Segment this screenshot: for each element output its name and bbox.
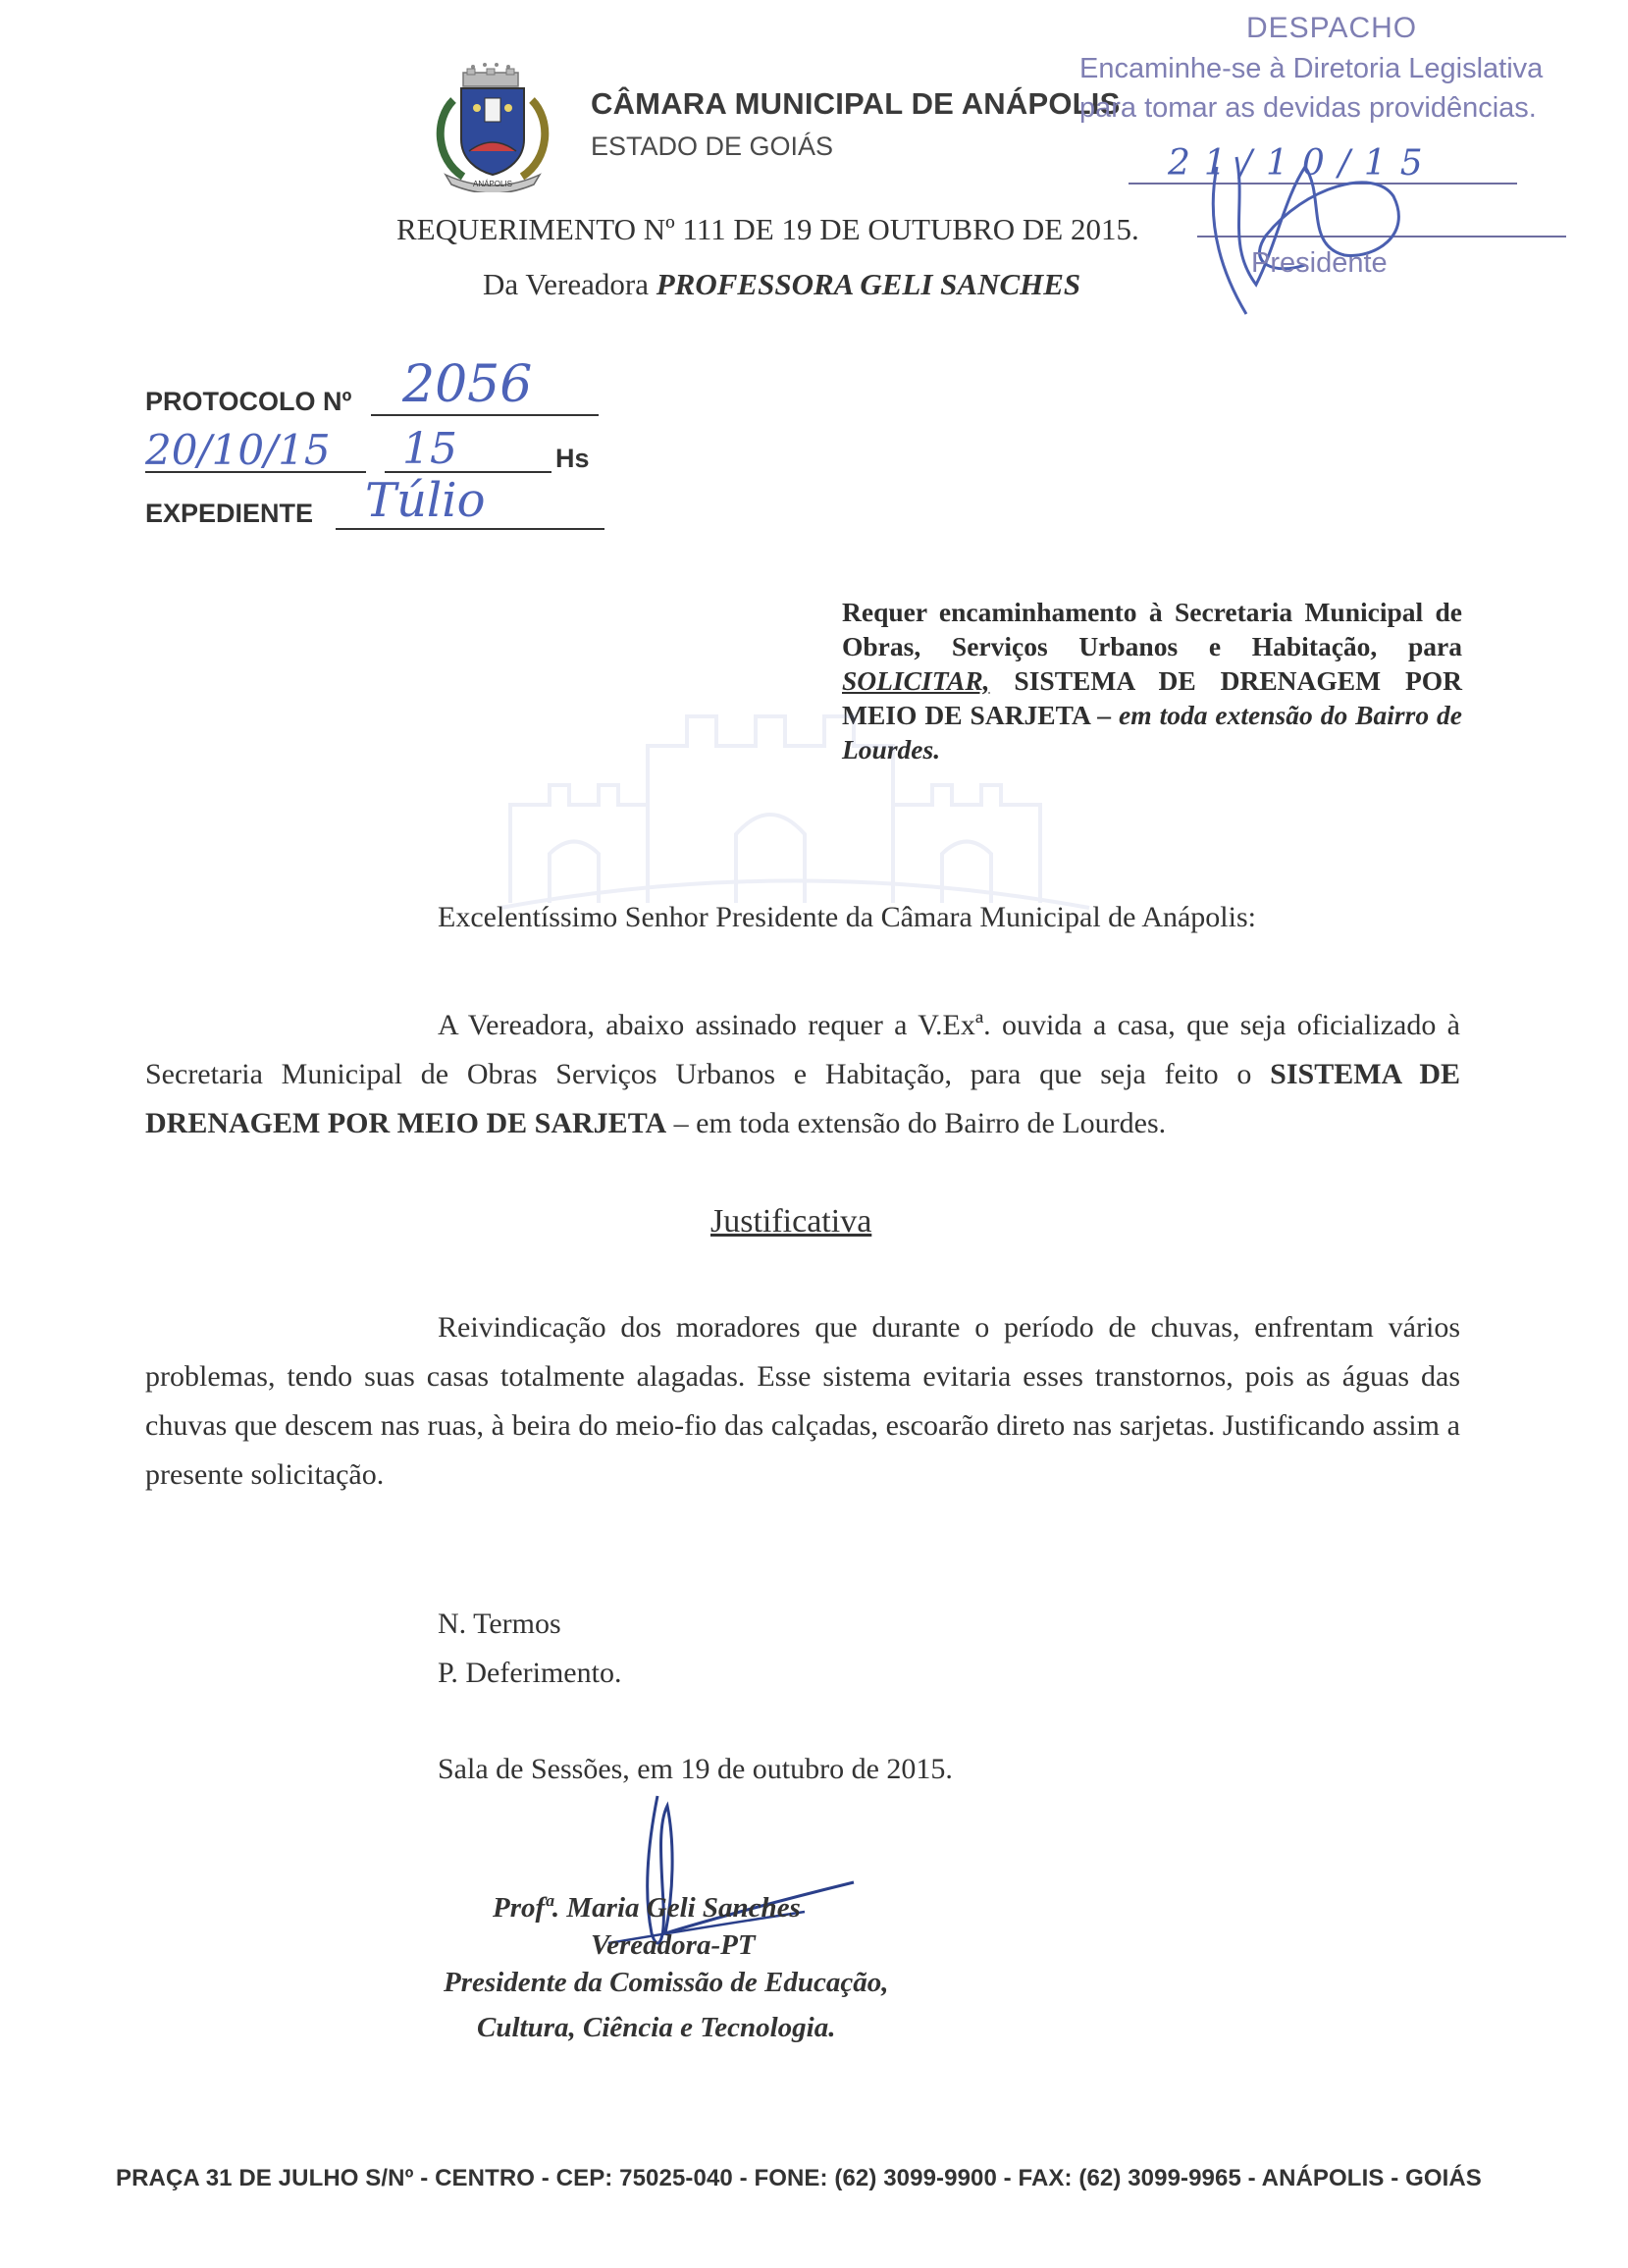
salutation: Excelentíssimo Senhor Presidente da Câmara Municipal de Anápolis:	[438, 901, 1256, 933]
stamp-title: DESPACHO	[1246, 12, 1418, 44]
despacho-stamp	[1079, 8, 1619, 332]
author-name: PROFESSORA GELI SANCHES	[656, 267, 1081, 301]
ementa-verb: SOLICITAR,	[842, 665, 990, 696]
protocol-date-line	[145, 471, 366, 473]
expediente-label: EXPEDIENTE	[145, 499, 314, 528]
svg-text:21/10/15: 21/10/15	[1168, 143, 1437, 184]
protocol-hour-handwritten: 15	[402, 424, 457, 474]
expediente-handwritten: Túlio	[365, 473, 486, 528]
footer-address: PRAÇA 31 DE JULHO S/Nº - CENTRO - CEP: 75025-040 - FONE: (62) 3099-9900 - FAX: (62) 3099-9965 - ANÁPOLIS - GOIÁS	[116, 2165, 1482, 2191]
place-and-date: Sala de Sessões, em 19 de outubro de 2015.	[438, 1753, 953, 1785]
municipal-crest-logo	[424, 61, 561, 192]
protocol-hour-suffix: Hs	[555, 444, 590, 473]
requerimento-title: REQUERIMENTO Nº 111 DE 19 DE OUTUBRO DE 2015.	[396, 212, 1139, 246]
requerimento-author: Da Vereadora PROFESSORA GELI SANCHES	[483, 267, 1081, 301]
signer-position-line-2: Cultura, Ciência e Tecnologia.	[477, 2012, 836, 2043]
organization-subtitle: ESTADO DE GOIÁS	[591, 132, 834, 161]
justification-paragraph: Reivindicação dos moradores que durante o período de chuvas, enfrentam vários problemas, tendo suas casas totalmente alagadas. Esse sistema evitaria esses transtornos, pois as águas das chuvas que descem nas ruas, à beira do meio-fio das calçadas, escoarão direto nas sarjetas. Justificando assim a presente solicitação.	[145, 1311, 1460, 1491]
castle-watermark	[491, 687, 1099, 913]
ementa-scope: em toda extensão do Bairro de Lourdes.	[842, 700, 1462, 765]
stamp-president-label: Presidente	[1251, 247, 1388, 279]
protocol-number-line	[371, 414, 599, 416]
protocol-number-label: PROTOCOLO Nº	[145, 387, 352, 416]
closing-terms: N. Termos	[438, 1608, 561, 1640]
closing-deferment: P. Deferimento.	[438, 1657, 622, 1689]
signer-role: Vereadora-PT	[591, 1929, 756, 1961]
signer-position-line-1: Presidente da Comissão de Educação,	[444, 1967, 889, 1998]
president-signature-scribble	[1187, 128, 1443, 334]
protocol-date-handwritten: 20/10/15	[145, 426, 331, 474]
organization-title: CÂMARA MUNICIPAL DE ANÁPOLIS	[591, 86, 1121, 121]
expediente-line	[336, 528, 604, 530]
justification-heading: Justificativa	[710, 1203, 872, 1239]
protocol-number-handwritten: 2056	[402, 355, 533, 414]
stamp-line-2: para tomar as devidas providências.	[1079, 92, 1537, 124]
stamp-line-1: Encaminhe-se à Diretoria Legislativa	[1079, 53, 1544, 84]
svg-text:ANÁPOLIS: ANÁPOLIS	[472, 180, 513, 188]
signer-name: Profª. Maria Geli Sanches	[493, 1892, 801, 1924]
request-paragraph: A Vereadora, abaixo assinado requer a V.Exª. ouvida a casa, que seja oficializado à Secretaria Municipal de Obras Serviços Urbanos e Habitação, para que seja feito o SISTEMA DE DRENAGEM POR MEIO DE SARJETA – em toda extensão do Bairro de Lourdes.	[145, 1009, 1460, 1139]
request-highlight: SISTEMA DE DRENAGEM POR MEIO DE SARJETA	[145, 1058, 1460, 1139]
ementa-summary: Requer encaminhamento à Secretaria Municipal de Obras, Serviços Urbanos e Habitação, para SOLICITAR, SISTEMA DE DRENAGEM POR MEIO DE SARJETA – em toda extensão do Bairro de Lourdes.	[842, 597, 1462, 765]
